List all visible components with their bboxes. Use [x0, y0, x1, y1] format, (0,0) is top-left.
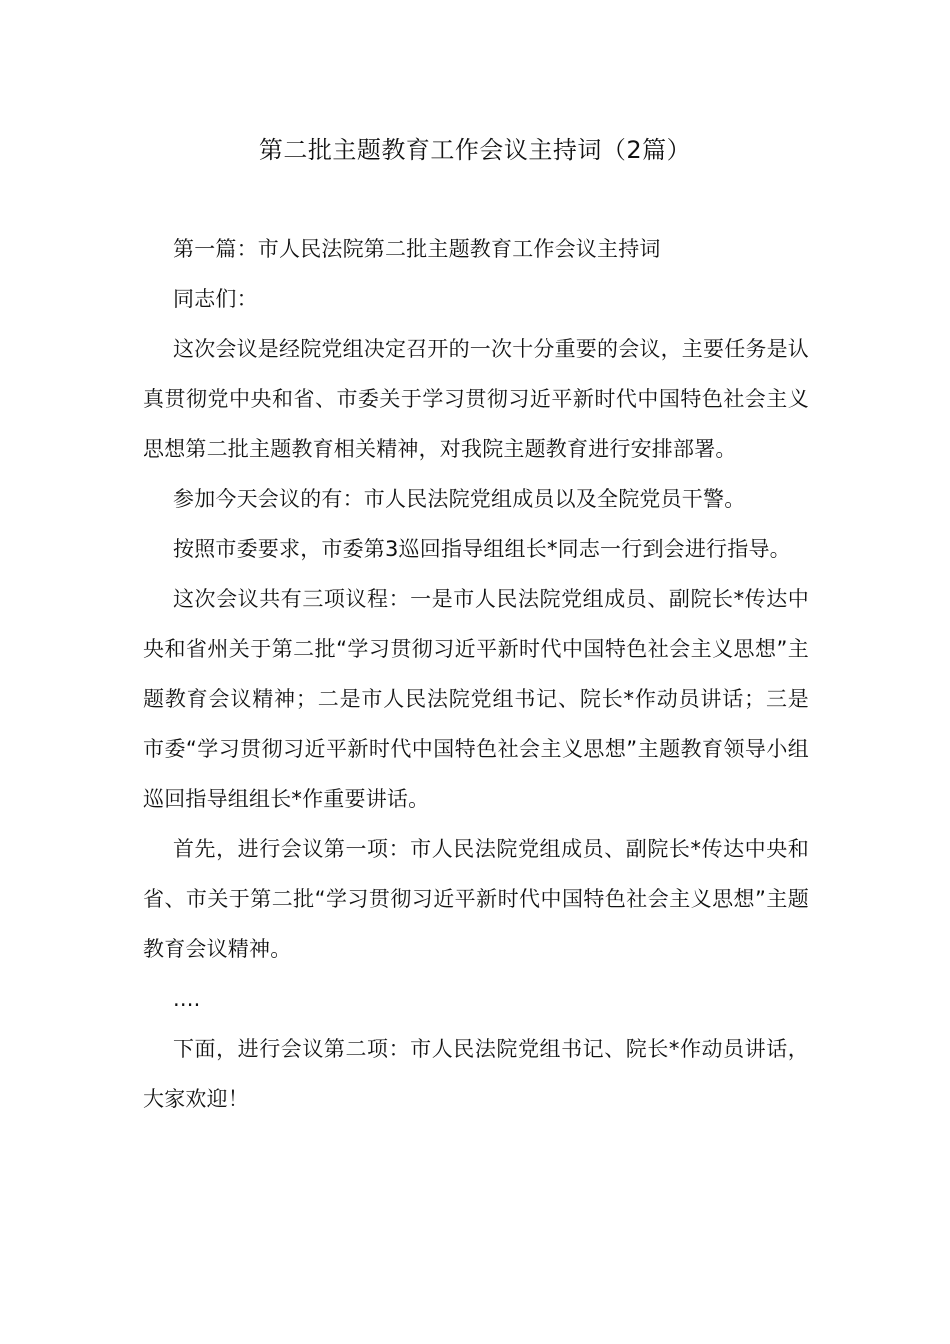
paragraph-salutation: 同志们：: [173, 287, 258, 311]
document-body: [143, 224, 809, 1124]
paragraph-first-item: 首先，进行会议第一项：市人民法院党组成员、副院长*传达中央和省、市关于第二批“学习贯彻习近平新时代中国特色社会主义思想”主题教育会议精神。: [143, 837, 809, 961]
paragraph-agenda: 这次会议共有三项议程：一是市人民法院党组成员、副院长*传达中央和省州关于第二批“学习贯彻习近平新时代中国特色社会主义思想”主题教育会议精神；二是市人民法院党组书记、院长*作动员讲话；三是市委“学习贯彻习近平新时代中国特色社会主义思想”主题教育领导小组巡回指导组组长*作重要讲话。: [143, 587, 809, 811]
paragraph-second-item: 下面，进行会议第二项：市人民法院党组书记、院长*作动员讲话，大家欢迎！: [143, 1037, 809, 1111]
paragraph-attendees: 参加今天会议的有：市人民法院党组成员以及全院党员干警。: [173, 487, 746, 511]
paragraph-section-heading: 第一篇：市人民法院第二批主题教育工作会议主持词: [173, 237, 661, 261]
paragraph-ellipsis: ....: [173, 987, 201, 1011]
paragraph-guidance-group: 按照市委要求，市委第3巡回指导组组长*同志一行到会进行指导。: [173, 537, 791, 561]
paragraph-meeting-purpose: 这次会议是经院党组决定召开的一次十分重要的会议，主要任务是认真贯彻党中央和省、市委关于学习贯彻习近平新时代中国特色社会主义思想第二批主题教育相关精神，对我院主题教育进行安排部署。: [143, 337, 809, 461]
document-title: 第二批主题教育工作会议主持词（2篇）: [258, 136, 692, 164]
